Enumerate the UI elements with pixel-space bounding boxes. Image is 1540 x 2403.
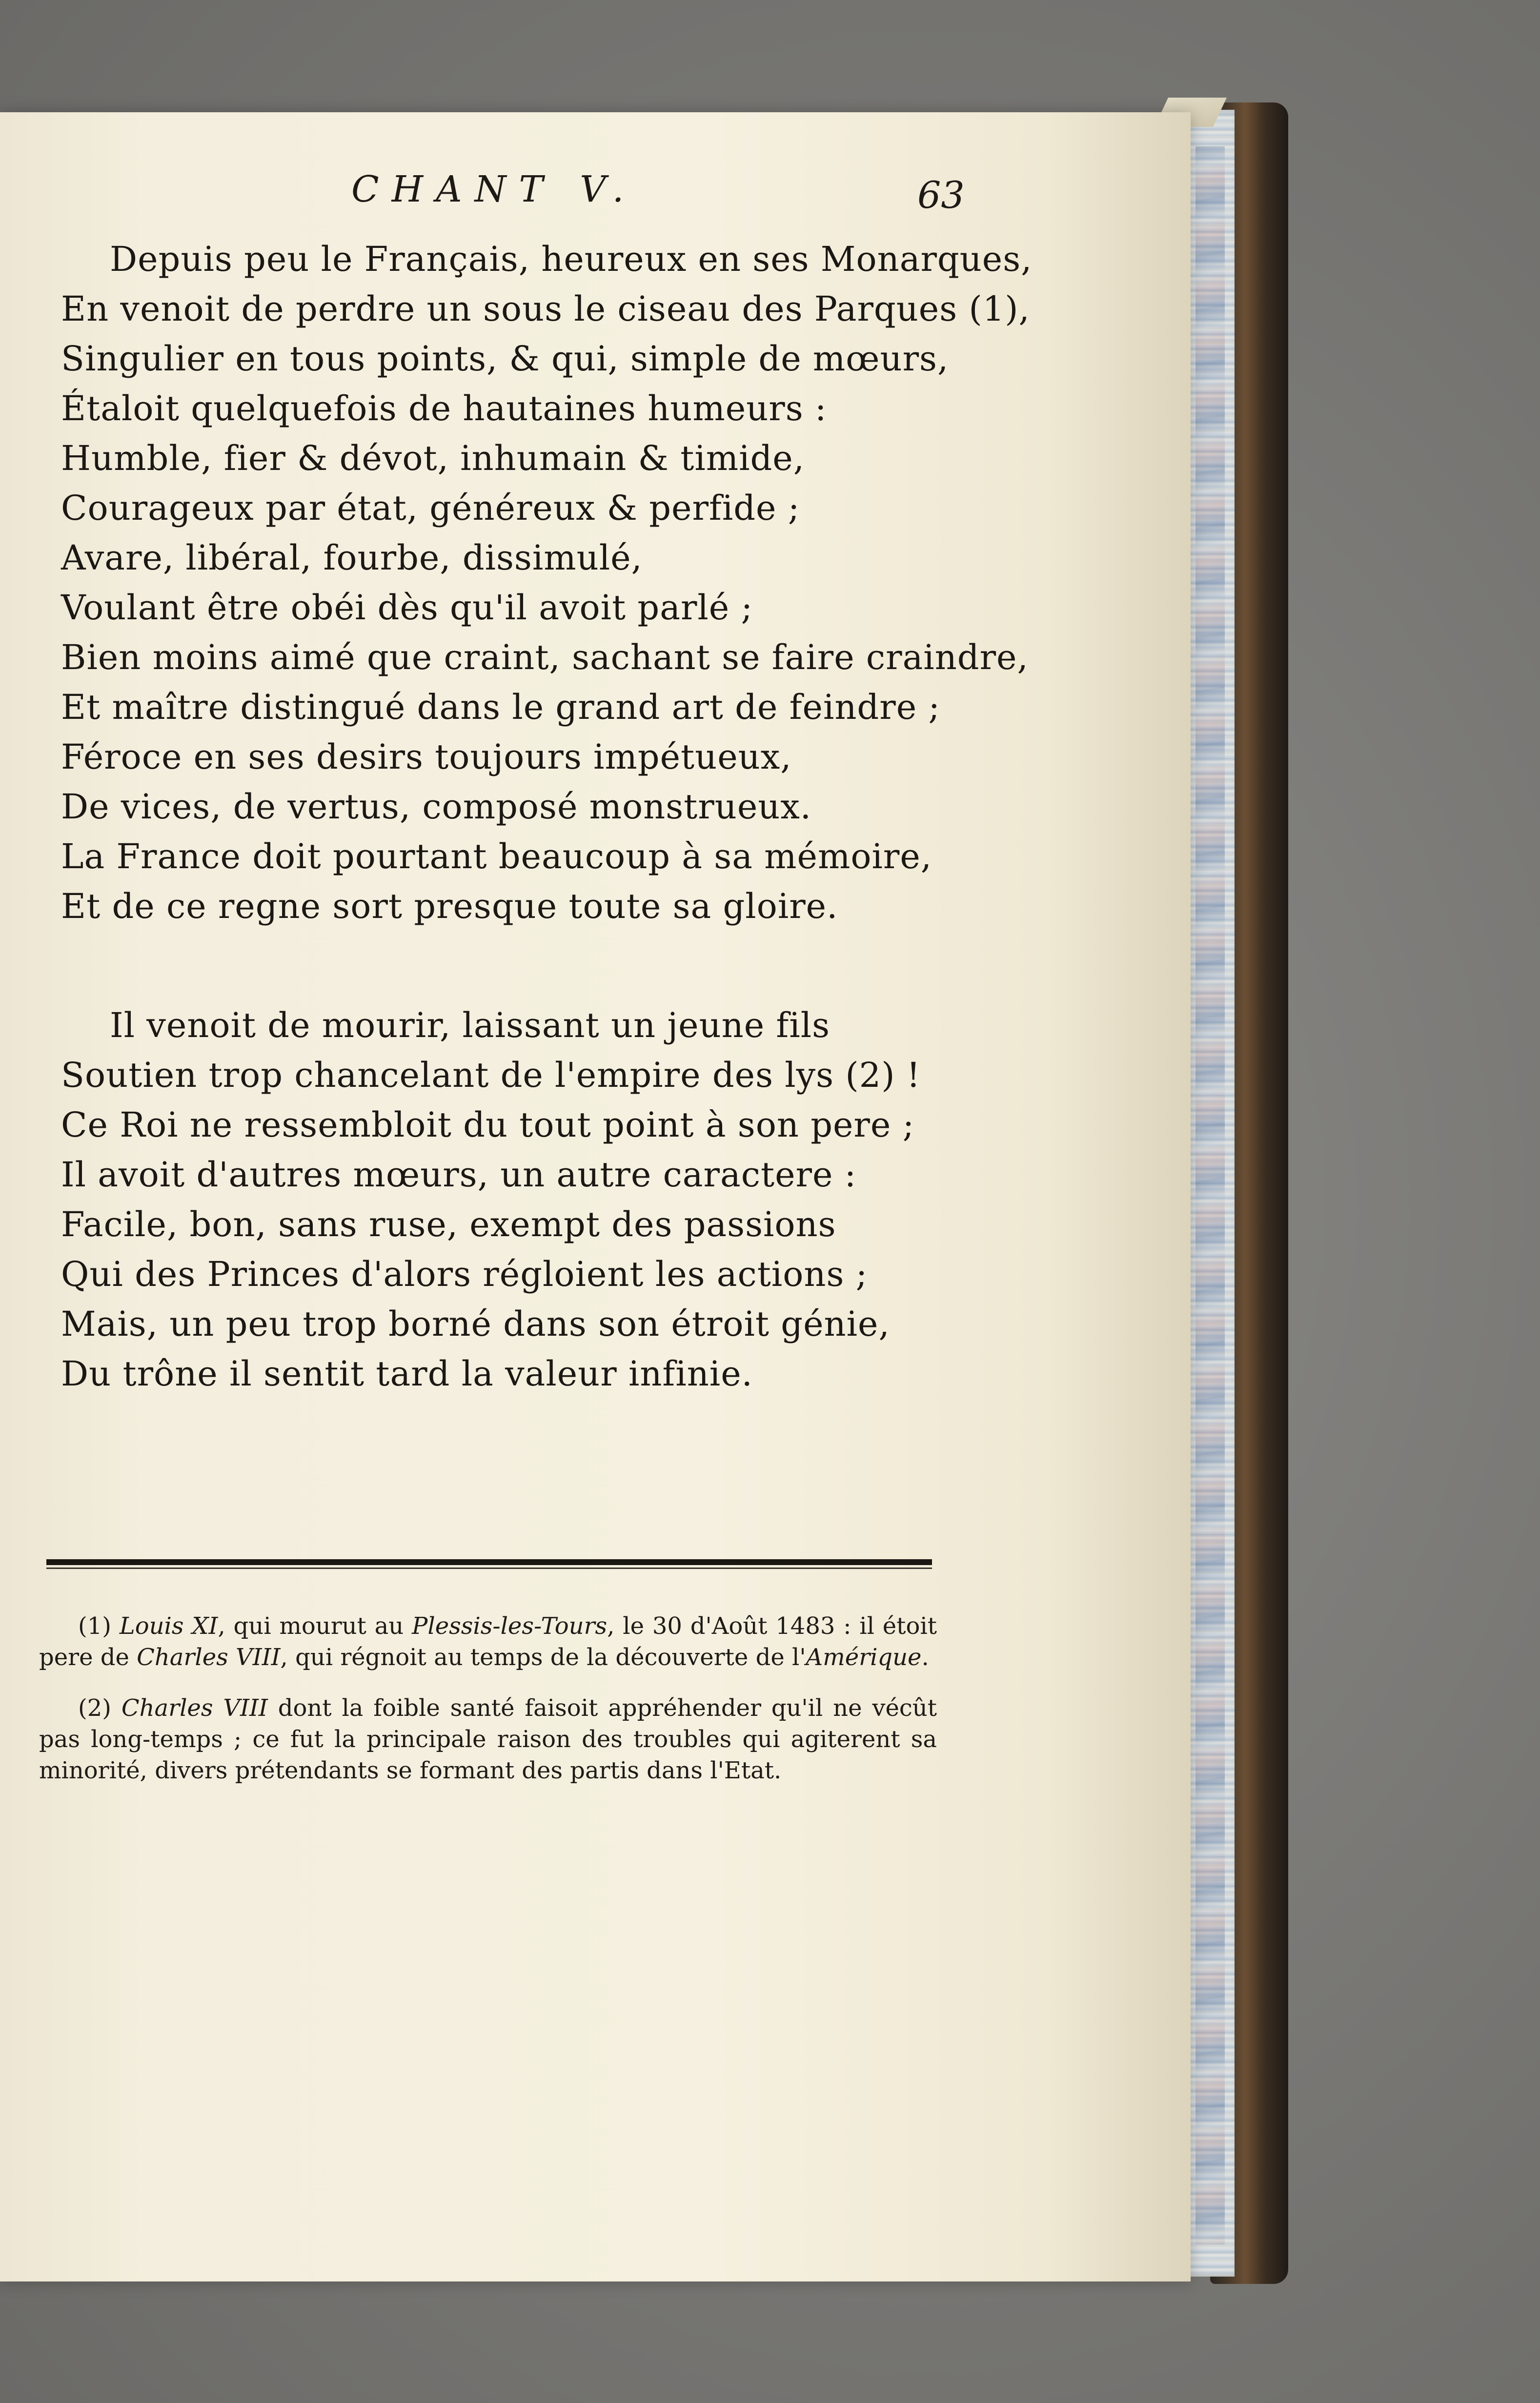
marbled-edge [1196,146,1225,2245]
verse-line: Du trône il sentit tard la valeur infinie. [61,1354,753,1394]
running-title: CHANT V. [351,168,637,210]
footnote-1 [39,1610,937,1673]
verse-line: La France doit pourtant beaucoup à sa mémoire, [61,836,932,876]
verse-line: Facile, bon, sans ruse, exempt des passions [61,1204,836,1244]
verse-line: Bien moins aimé que craint, sachant se faire craindre, [61,637,1029,677]
footnote-2 [39,1692,937,1786]
footnote-text: . [921,1644,929,1671]
footnote-place: Plessis-les-Tours [412,1612,608,1640]
footnote-name: Louis XI [119,1612,218,1640]
footnote-rule-thin [46,1568,932,1569]
page-header [0,168,1191,227]
verse-line: Depuis peu le Français, heureux en ses Monarques, [110,239,1033,279]
footnote-name: Charles VIII [121,1694,268,1722]
verse-line: En venoit de perdre un sous le ciseau des Parques (1), [61,289,1030,329]
verse-line: Qui des Princes d'alors régloient les actions ; [61,1254,868,1294]
verse-line: Voulant être obéi dès qu'il avoit parlé ; [61,588,753,628]
page-number: 63 [917,173,965,217]
footnote-mark: (1) [78,1612,111,1640]
verse-line: Il venoit de mourir, laissant un jeune fils [110,1005,831,1045]
verse-line: Ce Roi ne ressembloit du tout point à son pere ; [61,1105,915,1145]
verse-line: Avare, libéral, fourbe, dissimulé, [61,538,643,578]
verse-line: Soutien trop chancelant de l'empire des lys (2) ! [61,1055,921,1095]
verse-line: Il avoit d'autres mœurs, un autre caractere : [61,1155,857,1195]
footnote-text: , qui régnoit au temps de la découverte de l' [280,1644,806,1671]
verse-line: Et maître distingué dans le grand art de feindre ; [61,687,940,727]
footnotes [39,1610,937,1806]
verse-line: De vices, de vertus, composé monstrueux. [61,787,812,827]
verse-line: Humble, fier & dévot, inhumain & timide, [61,438,805,478]
footnote-text: , qui mourut au [218,1612,412,1640]
footnote-rule [46,1559,932,1565]
verse-line: Mais, un peu trop borné dans son étroit génie, [61,1304,890,1344]
verse-line: Courageux par état, généreux & perfide ; [61,488,800,528]
footnote-land: Amérique [806,1644,922,1671]
verse-line: Et de ce regne sort presque toute sa gloire. [61,886,838,926]
footnote-text: , le 30 d'Août 1483 : il étoit pere de [39,1612,937,1671]
footnote-king: Charles VIII [137,1644,281,1671]
footnote-mark: (2) [78,1694,111,1722]
stanza-2 [61,1000,978,1399]
verse-line: Singulier en tous points, & qui, simple de mœurs, [61,339,949,379]
verse-line: Féroce en ses desirs toujours impétueux, [61,737,792,777]
verse-line: Étaloit quelquefois de hautaines humeurs : [61,388,827,428]
stanza-1 [61,234,1033,931]
footnote-text: dont la foible santé faisoit appréhender qu'il ne vécût pas long-temps ; ce fut la principale raison des troubles qui agiterent sa minorité, divers prétendants se formant des partis dans l'Etat. [39,1694,937,1784]
